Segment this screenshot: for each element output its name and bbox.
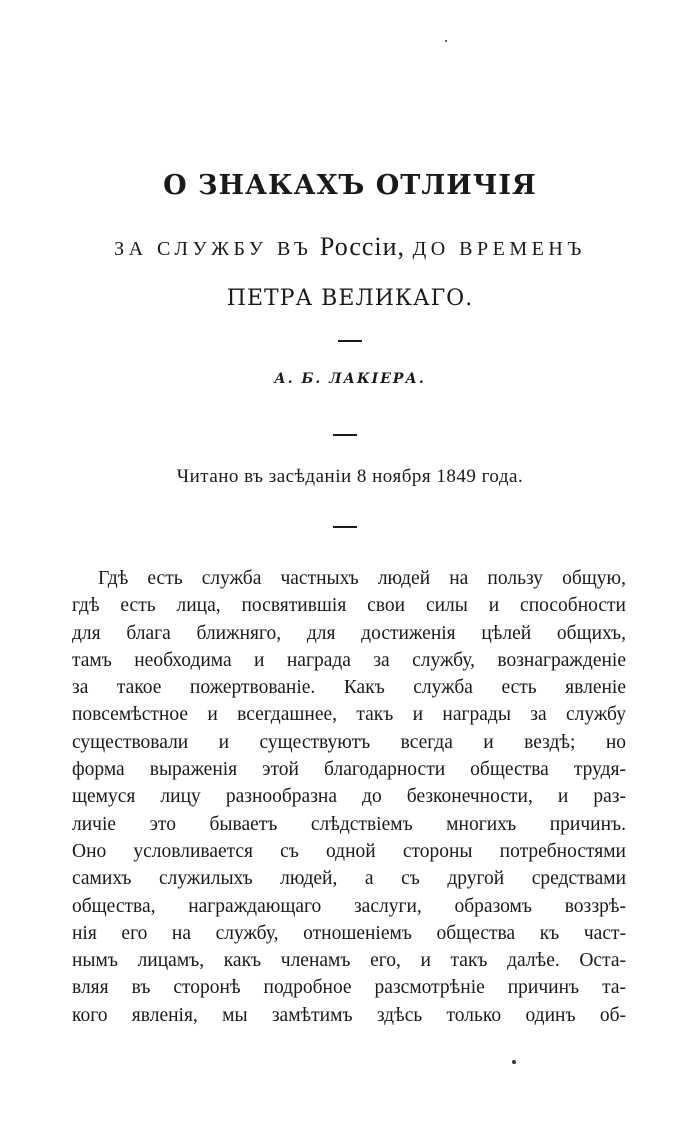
body-line: нымъ лицамъ, какъ членамъ его, и такъ далѣе. Оста- (72, 950, 626, 972)
body-line: Гдѣ есть служба частныхъ людей на пользу общую, (98, 568, 626, 589)
divider-2 (333, 434, 357, 436)
divider-1 (338, 340, 362, 342)
ink-speck-top (445, 40, 447, 42)
subtitle-part-1: ЗА СЛУЖБУ ВЪ (114, 238, 313, 260)
subtitle-part-2: ДО ВРЕМЕНЪ (412, 238, 586, 260)
body-line: повсемѣстное и всегдашнее, такъ и награды за службу (72, 704, 626, 726)
body-line: щемуся лицу разнообразна до безконечности, и раз- (72, 786, 626, 808)
body-line: Оно условливается съ одной стороны потребностями (72, 840, 626, 862)
body-line: существовали и существуютъ всегда и вездѣ; но (72, 731, 626, 753)
body-line: кого явленія, мы замѣтимъ здѣсь только одинъ об- (72, 1004, 626, 1026)
body-line: самихъ служилыхъ людей, а съ другой средствами (72, 868, 626, 890)
body-line: гдѣ есть лица, посвятившія свои силы и способности (72, 595, 626, 617)
page-title: О ЗНАКАХЪ ОТЛИЧІЯ (163, 170, 537, 201)
divider-3 (333, 526, 357, 528)
body-line: форма выраженія этой благодарности общества трудя- (72, 759, 626, 781)
body-line: за такое пожертвованіе. Какъ служба есть явленіе (72, 677, 626, 699)
ink-speck-bottom (512, 1060, 516, 1064)
subtitle-russia: Россіи, (319, 232, 406, 261)
body-paragraph (72, 565, 626, 1029)
body-line: личіе это бываетъ слѣдствіемъ многихъ причинъ. (72, 813, 626, 835)
body-line: тамъ необходима и награда за службу, вознагражденіе (72, 649, 626, 671)
author-name: А. Б. ЛАКІЕРА. (274, 371, 426, 387)
reading-date-note: Читано въ засѣданіи 8 ноября 1849 года. (176, 466, 524, 487)
body-line: нія его на службу, отношеніемъ общества къ част- (72, 922, 626, 944)
body-line: общества, награждающаго заслуги, образомъ воззрѣ- (72, 895, 626, 917)
title-name-line: ПЕТРА ВЕЛИКАГО. (226, 286, 474, 311)
body-line: для блага ближняго, для достиженія цѣлей общихъ, (72, 622, 626, 644)
body-line: вляя въ сторонѣ подробное разсмотрѣніе причинъ та- (72, 977, 626, 999)
subtitle-line (0, 232, 700, 262)
